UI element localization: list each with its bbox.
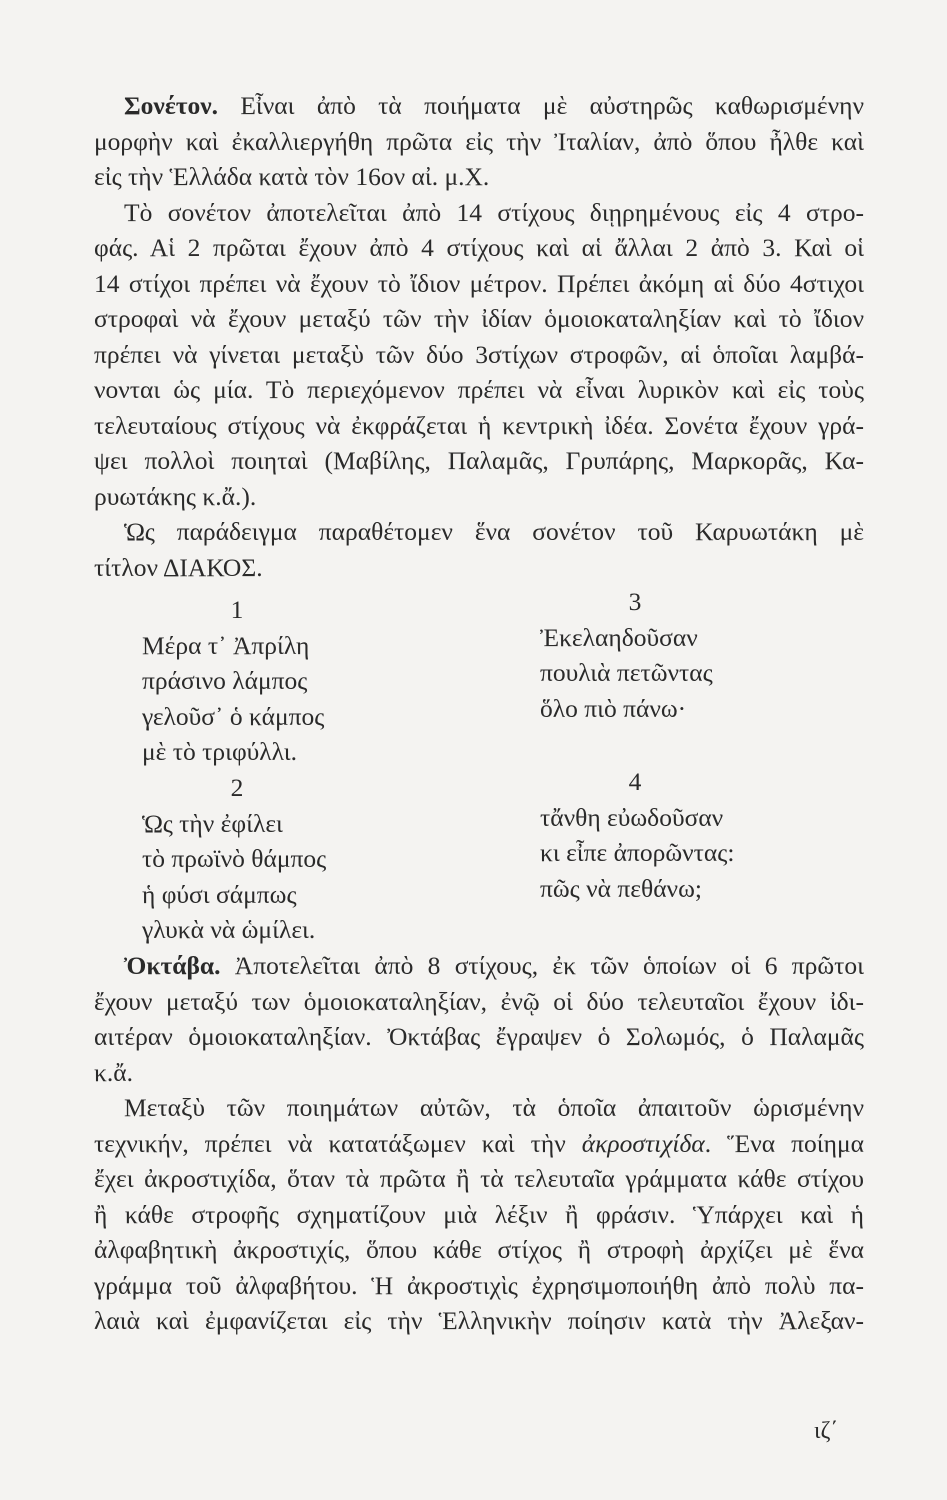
octave-paragraph: [94, 948, 864, 1090]
text-line: τίτλον ΔΙΑΚΟΣ.: [94, 552, 263, 582]
poem-stanza-3: [540, 584, 730, 726]
text-line: φάς. Αἱ 2 πρῶται ἔχουν ἀπὸ 4 στίχους καὶ αἱ ἄλλαι 2 ἀπὸ 3. Καὶ οἱ: [94, 233, 864, 262]
sonnet-term: Σονέτον.: [124, 91, 218, 120]
text-line: ψει πολλοὶ ποιηταὶ (Μαβίλης, Παλαμᾶς, Γρυπάρης, Μαρκορᾶς, Κα-: [94, 446, 864, 475]
verse-line: γελοῦσ᾽ ὁ κάμπος: [142, 701, 325, 731]
text-line: Σονέτον. Εἶναι ἀπὸ τὰ ποιήματα μὲ αὐστηρῶς καθωρισμένην: [124, 91, 864, 120]
text-line: αιτέραν ὁμοιοκαταληξίαν. Ὀκτάβας ἔγραψεν ὁ Σολωμός, ὁ Παλαμᾶς: [94, 1022, 864, 1051]
verse-line: Ὡς τὴν ἐφίλει: [142, 808, 283, 838]
verse-line: Ἐκελαηδοῦσαν: [540, 622, 698, 652]
verse-line: Μέρα τ᾽ Ἀπρίλη: [142, 630, 310, 660]
text-line: ἢ κάθε στροφῆς σχηματίζουν μιὰ λέξιν ἢ φράσιν. Ὑπάρχει καὶ ἡ: [94, 1199, 864, 1229]
poem-stanza-4: [540, 764, 734, 906]
verse-line: τἄνθη εὐωδοῦσαν: [540, 802, 724, 832]
verse-line: μὲ τὸ τριφύλλι.: [142, 737, 297, 766]
verse-line: ἡ φύσι σάμπως: [142, 879, 297, 909]
text-line: εἰς τὴν Ἑλλάδα κατὰ τὸν 16ον αἰ. μ.Χ.: [94, 162, 490, 191]
stanza-number: 4: [628, 767, 642, 796]
stanza-number: 1: [230, 595, 244, 624]
text-line: πρέπει νὰ γίνεται μεταξὺ τῶν δύο 3στίχων στροφῶν, αἱ ὁποῖαι λαμβά-: [94, 339, 864, 369]
text-line: μορφὴν καὶ ἐκαλλιεργήθη πρῶτα εἰς τὴν Ἰταλίαν, ἀπὸ ὅπου ἦλθε καὶ: [94, 126, 864, 156]
text-line: ἔχει ἀκροστιχίδα, ὅταν τὰ πρῶτα ἢ τὰ τελευταῖα γράμματα κάθε στίχου: [94, 1164, 864, 1193]
text-line: λαιὰ καὶ ἐμφανίζεται εἰς τὴν Ἑλληνικὴν ποίησιν κατὰ τὴν Ἀλεξαν-: [94, 1306, 864, 1335]
text-line: ἔχουν μεταξύ των ὁμοιοκαταληξίαν, ἐνῷ οἱ δύο τελευταῖοι ἔχουν ἰδι-: [94, 986, 864, 1016]
poem-stanza-1: [142, 592, 332, 770]
verse-line: πράσινο λάμπος: [142, 666, 308, 695]
acrostic-paragraph: [94, 1090, 864, 1339]
text-line: τελευταίους στίχους νὰ ἐκφράζεται ἡ κεντρικὴ ἰδέα. Σονέτα ἔχουν γρά-: [94, 410, 864, 440]
page-number: ιζ΄: [814, 1418, 839, 1444]
poem-stanza-2: [142, 770, 332, 948]
verse-line: γλυκὰ νὰ ὡμίλει.: [142, 915, 316, 944]
text-line: κ.ἄ.: [94, 1057, 133, 1087]
text-line: στροφαὶ νὰ ἔχουν μεταξύ τῶν τὴν ἰδίαν ὁμοιοκαταληξίαν καὶ τὸ ἴδιον: [94, 304, 864, 333]
text-line: Τὸ σονέτον ἀποτελεῖται ἀπὸ 14 στίχους διῃρημένους εἰς 4 στρο-: [124, 197, 864, 227]
text-line: νονται ὡς μία. Τὸ περιεχόμενον πρέπει νὰ εἶναι λυρικὸν καὶ εἰς τοὺς: [94, 375, 864, 404]
verse-line: τὸ πρωϊνὸ θάμπος: [142, 844, 327, 873]
verse-line: πῶς νὰ πεθάνω;: [540, 873, 702, 903]
text-line: ρυωτάκης κ.ἄ.).: [94, 481, 257, 511]
text-line: ἀλφαβητικὴ ἀκροστιχίς, ὅπου κάθε στίχος ἢ στροφὴ ἀρχίζει μὲ ἕνα: [94, 1235, 864, 1264]
stanza-number: 2: [230, 773, 244, 802]
text-line: Μεταξὺ τῶν ποιημάτων αὐτῶν, τὰ ὁποῖα ἀπαιτοῦν ὡρισμένην: [124, 1093, 864, 1122]
text-line: γράμμα τοῦ ἀλφαβήτου. Ἡ ἀκροστιχὶς ἐχρησιμοποιήθη ἀπὸ πολὺ πα-: [94, 1270, 864, 1300]
verse-line: πουλιὰ πετῶντας: [540, 658, 713, 687]
text-line: Ὡς παράδειγμα παραθέτομεν ἕνα σονέτον τοῦ Καρυωτάκη μὲ: [124, 517, 864, 546]
acrostic-term: ἀκροστιχίδα: [581, 1128, 705, 1158]
text-line: Ὀκτάβα. Ἀποτελεῖται ἀπὸ 8 στίχους, ἐκ τῶν ὁποίων οἱ 6 πρῶτοι: [124, 951, 864, 980]
sonnet-paragraph: [94, 88, 864, 585]
stanza-number: 3: [628, 587, 642, 616]
text-line: τεχνικήν, πρέπει νὰ κατατάξωμεν καὶ τὴν ἀκροστιχίδα. Ἕνα ποίημα: [94, 1128, 864, 1158]
text-line: 14 στίχοι πρέπει νὰ ἔχουν τὸ ἴδιον μέτρον. Πρέπει ἀκόμη αἱ δύο 4στιχοι: [94, 268, 864, 298]
verse-line: ὅλο πιὸ πάνω·: [540, 693, 687, 723]
verse-line: κι εἶπε ἀπορῶντας:: [540, 838, 735, 867]
octave-term: Ὀκτάβα.: [124, 951, 221, 980]
